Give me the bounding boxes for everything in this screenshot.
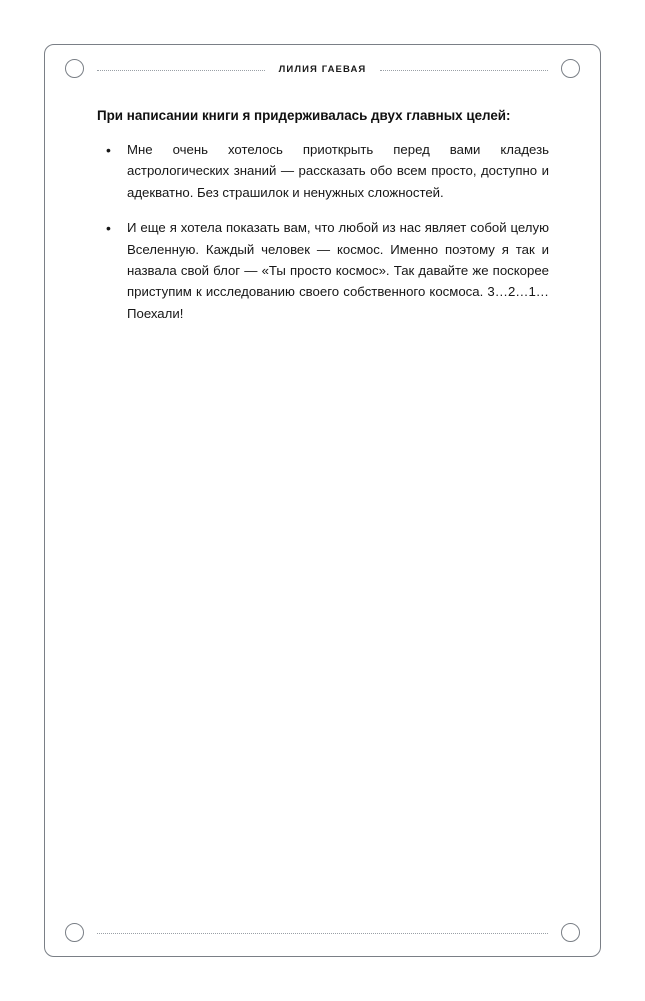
header-dotted-rule-left: [97, 69, 265, 71]
bullet-icon: •: [106, 220, 111, 237]
page-header: [97, 61, 548, 77]
list-item: [97, 217, 549, 324]
corner-circle-bottom-right: [561, 923, 580, 942]
book-page: [44, 44, 601, 957]
corner-circle-top-right: [561, 59, 580, 78]
header-dotted-rule-right: [380, 69, 548, 71]
lead-paragraph: При написании книги я придерживалась двух главных целей:: [97, 108, 511, 123]
goals-list: [97, 139, 549, 324]
corner-circle-top-left: [65, 59, 84, 78]
list-item-text: И еще я хотела показать вам, что любой из нас являет собой целую Вселенную. Каждый человек — космос. Именно поэтому я так и назвала свой блог — «Ты просто космос». Так давайте же поскорее приступим к исследованию своего собственного космоса. 3…2…1… Поехали!: [127, 220, 549, 321]
bullet-icon: •: [106, 142, 111, 159]
list-item: [97, 139, 549, 203]
corner-circle-bottom-left: [65, 923, 84, 942]
running-title: ЛИЛИЯ ГАЕВАЯ: [278, 63, 367, 75]
footer-dotted-rule: [97, 932, 548, 934]
list-item-text: Мне очень хотелось приоткрыть перед вами кладезь астрологических знаний — рассказать обо всем просто, доступно и адекватно. Без страшилок и ненужных сложностей.: [127, 142, 549, 200]
page-content: [97, 107, 549, 338]
